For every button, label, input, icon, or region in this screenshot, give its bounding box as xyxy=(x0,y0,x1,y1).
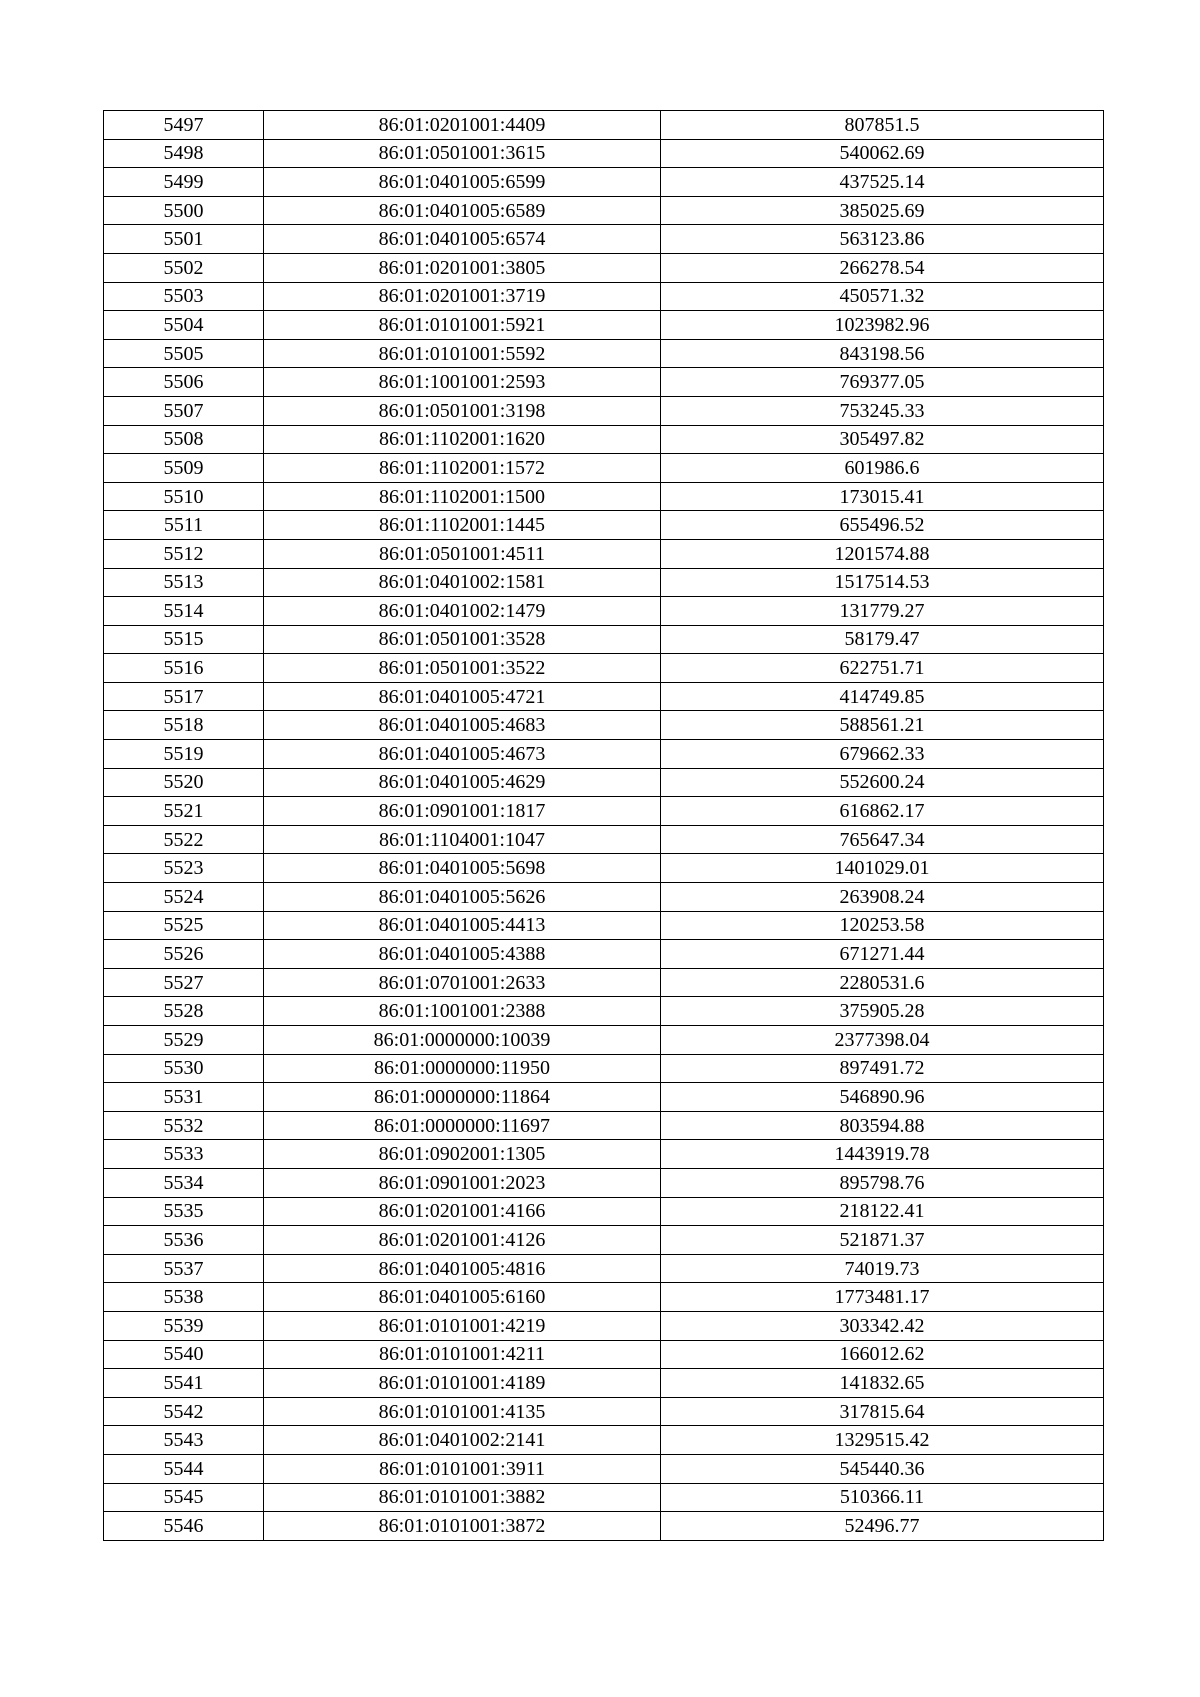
cadastral-number-cell: 86:01:0501001:3615 xyxy=(264,139,661,168)
row-number-cell: 5531 xyxy=(104,1083,264,1112)
value-cell: 120253.58 xyxy=(661,911,1104,940)
table-row xyxy=(104,454,1104,483)
value-cell: 807851.5 xyxy=(661,111,1104,140)
table-row xyxy=(104,1340,1104,1369)
cadastral-number-cell: 86:01:0000000:11950 xyxy=(264,1054,661,1083)
row-number-cell: 5527 xyxy=(104,968,264,997)
table-row xyxy=(104,597,1104,626)
cadastral-number-cell: 86:01:0401005:4816 xyxy=(264,1254,661,1283)
row-number-cell: 5541 xyxy=(104,1369,264,1398)
cadastral-number-cell: 86:01:0101001:5592 xyxy=(264,339,661,368)
row-number-cell: 5546 xyxy=(104,1512,264,1541)
table-row xyxy=(104,425,1104,454)
row-number-cell: 5533 xyxy=(104,1140,264,1169)
cadastral-number-cell: 86:01:0101001:4219 xyxy=(264,1311,661,1340)
row-number-cell: 5521 xyxy=(104,797,264,826)
cadastral-number-cell: 86:01:0401005:4629 xyxy=(264,768,661,797)
cadastral-number-cell: 86:01:1102001:1572 xyxy=(264,454,661,483)
row-number-cell: 5520 xyxy=(104,768,264,797)
value-cell: 897491.72 xyxy=(661,1054,1104,1083)
value-cell: 317815.64 xyxy=(661,1397,1104,1426)
value-cell: 601986.6 xyxy=(661,454,1104,483)
row-number-cell: 5540 xyxy=(104,1340,264,1369)
row-number-cell: 5517 xyxy=(104,682,264,711)
table-row xyxy=(104,1512,1104,1541)
value-cell: 385025.69 xyxy=(661,196,1104,225)
value-cell: 510366.11 xyxy=(661,1483,1104,1512)
table-row xyxy=(104,311,1104,340)
value-cell: 679662.33 xyxy=(661,740,1104,769)
value-cell: 1201574.88 xyxy=(661,539,1104,568)
row-number-cell: 5538 xyxy=(104,1283,264,1312)
cadastral-number-cell: 86:01:0101001:4135 xyxy=(264,1397,661,1426)
cadastral-number-cell: 86:01:0201001:4126 xyxy=(264,1226,661,1255)
row-number-cell: 5504 xyxy=(104,311,264,340)
cadastral-number-cell: 86:01:0101001:3872 xyxy=(264,1512,661,1541)
value-cell: 1023982.96 xyxy=(661,311,1104,340)
table-row xyxy=(104,511,1104,540)
cadastral-number-cell: 86:01:0201001:4166 xyxy=(264,1197,661,1226)
row-number-cell: 5545 xyxy=(104,1483,264,1512)
table-row xyxy=(104,225,1104,254)
value-cell: 546890.96 xyxy=(661,1083,1104,1112)
table-row xyxy=(104,396,1104,425)
cadastral-number-cell: 86:01:0000000:11697 xyxy=(264,1111,661,1140)
table-row xyxy=(104,997,1104,1026)
value-cell: 1401029.01 xyxy=(661,854,1104,883)
value-cell: 622751.71 xyxy=(661,654,1104,683)
cadastral-number-cell: 86:01:0401005:5698 xyxy=(264,854,661,883)
row-number-cell: 5523 xyxy=(104,854,264,883)
cadastral-number-cell: 86:01:0101001:3911 xyxy=(264,1454,661,1483)
table-row xyxy=(104,111,1104,140)
cadastral-number-cell: 86:01:0901001:2023 xyxy=(264,1168,661,1197)
table-row xyxy=(104,196,1104,225)
cadastral-number-cell: 86:01:0401005:4413 xyxy=(264,911,661,940)
value-cell: 552600.24 xyxy=(661,768,1104,797)
value-cell: 655496.52 xyxy=(661,511,1104,540)
table-row xyxy=(104,1311,1104,1340)
value-cell: 2377398.04 xyxy=(661,1026,1104,1055)
value-cell: 173015.41 xyxy=(661,482,1104,511)
table-row xyxy=(104,1483,1104,1512)
row-number-cell: 5537 xyxy=(104,1254,264,1283)
row-number-cell: 5544 xyxy=(104,1454,264,1483)
value-cell: 450571.32 xyxy=(661,282,1104,311)
row-number-cell: 5516 xyxy=(104,654,264,683)
row-number-cell: 5511 xyxy=(104,511,264,540)
value-cell: 616862.17 xyxy=(661,797,1104,826)
cadastral-number-cell: 86:01:0101001:3882 xyxy=(264,1483,661,1512)
value-cell: 218122.41 xyxy=(661,1197,1104,1226)
table-row xyxy=(104,1454,1104,1483)
table-row xyxy=(104,854,1104,883)
cadastral-number-cell: 86:01:0000000:11864 xyxy=(264,1083,661,1112)
row-number-cell: 5543 xyxy=(104,1426,264,1455)
table-row xyxy=(104,539,1104,568)
table-row xyxy=(104,1226,1104,1255)
cadastral-number-cell: 86:01:0901001:1817 xyxy=(264,797,661,826)
row-number-cell: 5526 xyxy=(104,940,264,969)
row-number-cell: 5515 xyxy=(104,625,264,654)
table-row xyxy=(104,940,1104,969)
table-row xyxy=(104,768,1104,797)
value-cell: 52496.77 xyxy=(661,1512,1104,1541)
cadastral-number-cell: 86:01:1102001:1500 xyxy=(264,482,661,511)
value-cell: 843198.56 xyxy=(661,339,1104,368)
cadastral-number-cell: 86:01:1104001:1047 xyxy=(264,825,661,854)
cadastral-number-cell: 86:01:0501001:4511 xyxy=(264,539,661,568)
table-row xyxy=(104,654,1104,683)
table-row xyxy=(104,1426,1104,1455)
row-number-cell: 5535 xyxy=(104,1197,264,1226)
row-number-cell: 5514 xyxy=(104,597,264,626)
cadastral-value-table xyxy=(103,110,1104,1541)
cadastral-number-cell: 86:01:0401005:5626 xyxy=(264,883,661,912)
cadastral-number-cell: 86:01:0401002:1479 xyxy=(264,597,661,626)
row-number-cell: 5513 xyxy=(104,568,264,597)
table-row xyxy=(104,568,1104,597)
value-cell: 588561.21 xyxy=(661,711,1104,740)
value-cell: 2280531.6 xyxy=(661,968,1104,997)
value-cell: 753245.33 xyxy=(661,396,1104,425)
row-number-cell: 5530 xyxy=(104,1054,264,1083)
cadastral-number-cell: 86:01:0401005:4721 xyxy=(264,682,661,711)
table-row xyxy=(104,825,1104,854)
row-number-cell: 5519 xyxy=(104,740,264,769)
value-cell: 1773481.17 xyxy=(661,1283,1104,1312)
table-row xyxy=(104,1111,1104,1140)
row-number-cell: 5522 xyxy=(104,825,264,854)
row-number-cell: 5532 xyxy=(104,1111,264,1140)
value-cell: 1329515.42 xyxy=(661,1426,1104,1455)
cadastral-number-cell: 86:01:1102001:1620 xyxy=(264,425,661,454)
row-number-cell: 5507 xyxy=(104,396,264,425)
cadastral-number-cell: 86:01:0401005:6599 xyxy=(264,168,661,197)
row-number-cell: 5512 xyxy=(104,539,264,568)
table-row xyxy=(104,1168,1104,1197)
value-cell: 521871.37 xyxy=(661,1226,1104,1255)
row-number-cell: 5524 xyxy=(104,883,264,912)
cadastral-number-cell: 86:01:0501001:3198 xyxy=(264,396,661,425)
cadastral-number-cell: 86:01:0201001:3805 xyxy=(264,253,661,282)
row-number-cell: 5506 xyxy=(104,368,264,397)
row-number-cell: 5518 xyxy=(104,711,264,740)
row-number-cell: 5498 xyxy=(104,139,264,168)
value-cell: 58179.47 xyxy=(661,625,1104,654)
cadastral-number-cell: 86:01:0101001:4189 xyxy=(264,1369,661,1398)
table-row xyxy=(104,282,1104,311)
value-cell: 769377.05 xyxy=(661,368,1104,397)
row-number-cell: 5500 xyxy=(104,196,264,225)
table-row xyxy=(104,339,1104,368)
value-cell: 166012.62 xyxy=(661,1340,1104,1369)
cadastral-number-cell: 86:01:0401005:4683 xyxy=(264,711,661,740)
value-cell: 545440.36 xyxy=(661,1454,1104,1483)
cadastral-number-cell: 86:01:0401005:6589 xyxy=(264,196,661,225)
row-number-cell: 5509 xyxy=(104,454,264,483)
value-cell: 1517514.53 xyxy=(661,568,1104,597)
cadastral-number-cell: 86:01:0902001:1305 xyxy=(264,1140,661,1169)
table-row xyxy=(104,253,1104,282)
table-row xyxy=(104,168,1104,197)
cadastral-number-cell: 86:01:0201001:3719 xyxy=(264,282,661,311)
table-row xyxy=(104,625,1104,654)
table-row xyxy=(104,682,1104,711)
value-cell: 895798.76 xyxy=(661,1168,1104,1197)
cadastral-number-cell: 86:01:0000000:10039 xyxy=(264,1026,661,1055)
row-number-cell: 5505 xyxy=(104,339,264,368)
table-row xyxy=(104,883,1104,912)
row-number-cell: 5528 xyxy=(104,997,264,1026)
row-number-cell: 5499 xyxy=(104,168,264,197)
cadastral-number-cell: 86:01:0401005:4673 xyxy=(264,740,661,769)
table-row xyxy=(104,1254,1104,1283)
cadastral-number-cell: 86:01:0701001:2633 xyxy=(264,968,661,997)
row-number-cell: 5542 xyxy=(104,1397,264,1426)
cadastral-number-cell: 86:01:0401002:2141 xyxy=(264,1426,661,1455)
row-number-cell: 5502 xyxy=(104,253,264,282)
cadastral-number-cell: 86:01:0401002:1581 xyxy=(264,568,661,597)
value-cell: 671271.44 xyxy=(661,940,1104,969)
row-number-cell: 5503 xyxy=(104,282,264,311)
cadastral-number-cell: 86:01:0201001:4409 xyxy=(264,111,661,140)
table-row xyxy=(104,368,1104,397)
cadastral-number-cell: 86:01:0101001:4211 xyxy=(264,1340,661,1369)
table-row xyxy=(104,1054,1104,1083)
cadastral-number-cell: 86:01:0501001:3528 xyxy=(264,625,661,654)
table-row xyxy=(104,968,1104,997)
cadastral-number-cell: 86:01:1001001:2593 xyxy=(264,368,661,397)
row-number-cell: 5539 xyxy=(104,1311,264,1340)
table-row xyxy=(104,1397,1104,1426)
table-row xyxy=(104,711,1104,740)
value-cell: 303342.42 xyxy=(661,1311,1104,1340)
table-row xyxy=(104,1140,1104,1169)
row-number-cell: 5534 xyxy=(104,1168,264,1197)
cadastral-number-cell: 86:01:0501001:3522 xyxy=(264,654,661,683)
value-cell: 437525.14 xyxy=(661,168,1104,197)
value-cell: 563123.86 xyxy=(661,225,1104,254)
value-cell: 540062.69 xyxy=(661,139,1104,168)
row-number-cell: 5525 xyxy=(104,911,264,940)
table-row xyxy=(104,911,1104,940)
table-row xyxy=(104,1369,1104,1398)
row-number-cell: 5501 xyxy=(104,225,264,254)
value-cell: 131779.27 xyxy=(661,597,1104,626)
table-row xyxy=(104,1197,1104,1226)
cadastral-number-cell: 86:01:0101001:5921 xyxy=(264,311,661,340)
cadastral-number-cell: 86:01:1001001:2388 xyxy=(264,997,661,1026)
table-row xyxy=(104,139,1104,168)
table-row xyxy=(104,1283,1104,1312)
table-row xyxy=(104,1026,1104,1055)
row-number-cell: 5510 xyxy=(104,482,264,511)
row-number-cell: 5508 xyxy=(104,425,264,454)
cadastral-number-cell: 86:01:0401005:6160 xyxy=(264,1283,661,1312)
row-number-cell: 5529 xyxy=(104,1026,264,1055)
row-number-cell: 5497 xyxy=(104,111,264,140)
value-cell: 1443919.78 xyxy=(661,1140,1104,1169)
value-cell: 141832.65 xyxy=(661,1369,1104,1398)
row-number-cell: 5536 xyxy=(104,1226,264,1255)
value-cell: 765647.34 xyxy=(661,825,1104,854)
value-cell: 375905.28 xyxy=(661,997,1104,1026)
value-cell: 803594.88 xyxy=(661,1111,1104,1140)
table-body xyxy=(104,111,1104,1541)
value-cell: 263908.24 xyxy=(661,883,1104,912)
value-cell: 414749.85 xyxy=(661,682,1104,711)
cadastral-number-cell: 86:01:0401005:4388 xyxy=(264,940,661,969)
table-row xyxy=(104,482,1104,511)
cadastral-number-cell: 86:01:0401005:6574 xyxy=(264,225,661,254)
table-row xyxy=(104,797,1104,826)
value-cell: 74019.73 xyxy=(661,1254,1104,1283)
value-cell: 305497.82 xyxy=(661,425,1104,454)
value-cell: 266278.54 xyxy=(661,253,1104,282)
cadastral-number-cell: 86:01:1102001:1445 xyxy=(264,511,661,540)
table-row xyxy=(104,1083,1104,1112)
table-row xyxy=(104,740,1104,769)
